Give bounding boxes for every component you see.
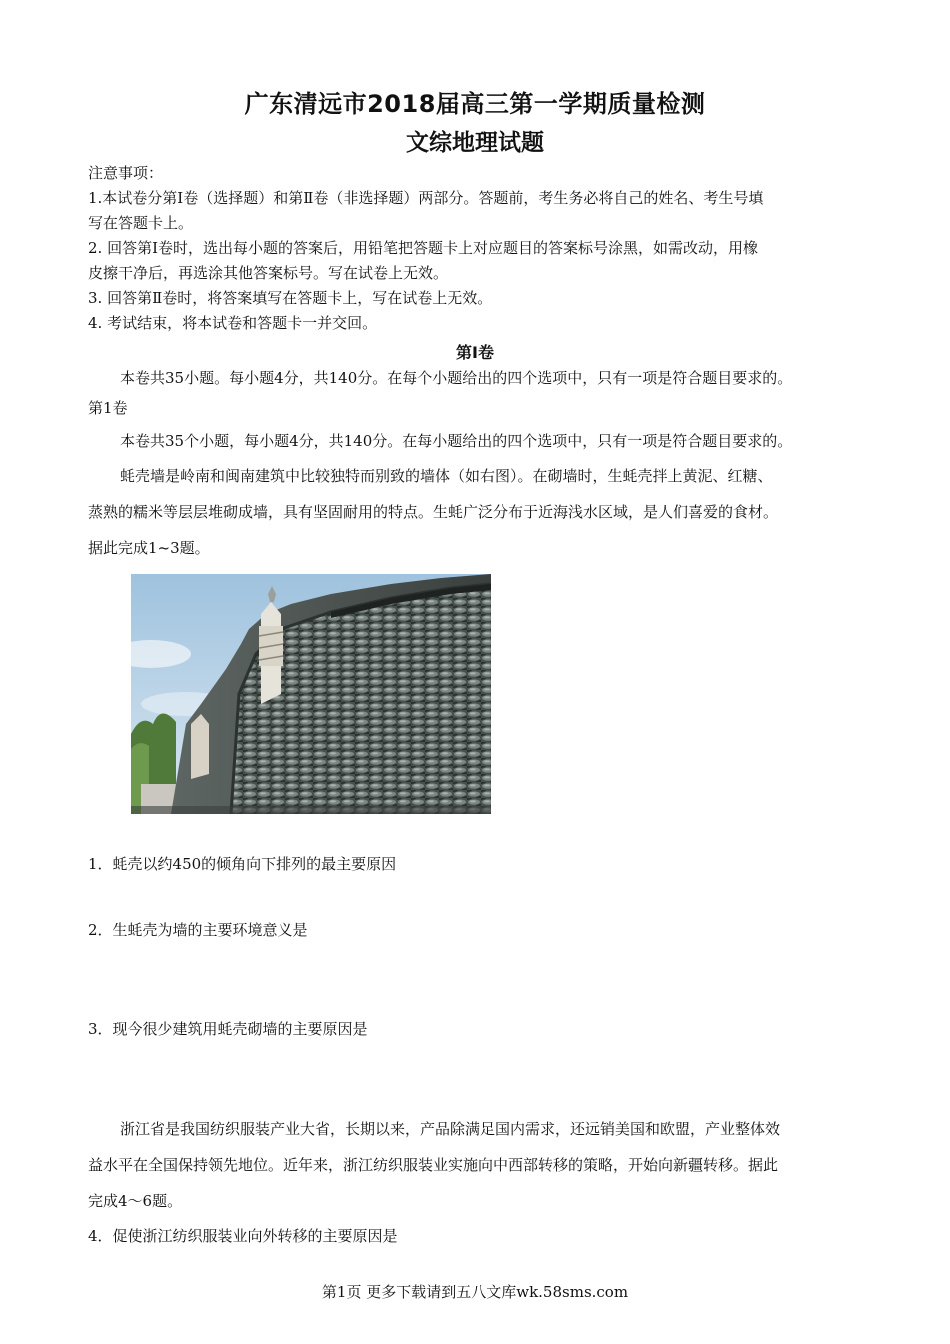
- question-4-stem: 4．促使浙江纺织服装业向外转移的主要原因是: [88, 1227, 398, 1245]
- passage2-line3: 完成4～6题。: [88, 1192, 183, 1210]
- exam-subtitle: 文综地理试题: [406, 130, 544, 156]
- question-2-stem: 2．生蚝壳为墙的主要环境意义是: [88, 921, 308, 939]
- section-intro: 本卷共35小题。每小题4分，共140分。在每个小题给出的四个选项中，只有一项是符合题目要求的。: [120, 369, 793, 387]
- passage2-line2: 益水平在全国保持领先地位。近年来，浙江纺织服装业实施向中西部转移的策略，开始向新疆转移。据此: [88, 1156, 779, 1174]
- passage1-line1: 蚝壳墙是岭南和闽南建筑中比较独特而别致的墙体（如右图）。在砌墙时，生蚝壳拌上黄泥、红糖、: [120, 467, 773, 485]
- note-item-2b: 皮擦干净后，再选涂其他答案标号。写在试卷上无效。: [88, 264, 449, 282]
- passage2-line1: 浙江省是我国纺织服装产业大省，长期以来，产品除满足国内需求，还远销美国和欧盟，产业整体效: [120, 1120, 781, 1138]
- note-item-4: 4. 考试结束，将本试卷和答题卡一并交回。: [88, 314, 378, 332]
- note-item-1a: 1.本试卷分第Ⅰ卷（选择题）和第Ⅱ卷（非选择题）两部分。答题前，考生务必将自己的姓名、考生号填: [88, 189, 764, 207]
- note-item-1b: 写在答题卡上。: [88, 214, 194, 232]
- passage1-line2: 蒸熟的糯米等层层堆砌成墙，具有坚固耐用的特点。生蚝广泛分布于近海浅水区域，是人们喜爱的食材。: [88, 503, 779, 521]
- section-heading: 第Ⅰ卷: [456, 343, 494, 362]
- question-1-stem: 1．蚝壳以约450的倾角向下排列的最主要原因: [88, 855, 397, 873]
- passage1-line3: 据此完成1~3题。: [88, 539, 210, 557]
- page-footer: 第1页 更多下载请到五八文库wk.58sms.com: [321, 1283, 629, 1301]
- oyster-shell-wall-photo: [131, 574, 491, 814]
- notes-heading: 注意事项：: [88, 164, 164, 182]
- note-item-3: 3. 回答第Ⅱ卷时，将答案填写在答题卡上，写在试卷上无效。: [88, 289, 493, 307]
- section-label: 第1卷: [88, 399, 128, 417]
- exam-title: 广东清远市2018届高三第一学期质量检测: [244, 90, 706, 118]
- section-intro-repeat: 本卷共35个小题，每小题4分，共140分。在每小题给出的四个选项中，只有一项是符合题目要求的。: [120, 432, 793, 450]
- note-item-2a: 2. 回答第Ⅰ卷时，选出每小题的答案后，用铅笔把答题卡上对应题目的答案标号涂黑，如需改动，用橡: [88, 239, 759, 257]
- question-3-stem: 3．现今很少建筑用蚝壳砌墙的主要原因是: [88, 1020, 368, 1038]
